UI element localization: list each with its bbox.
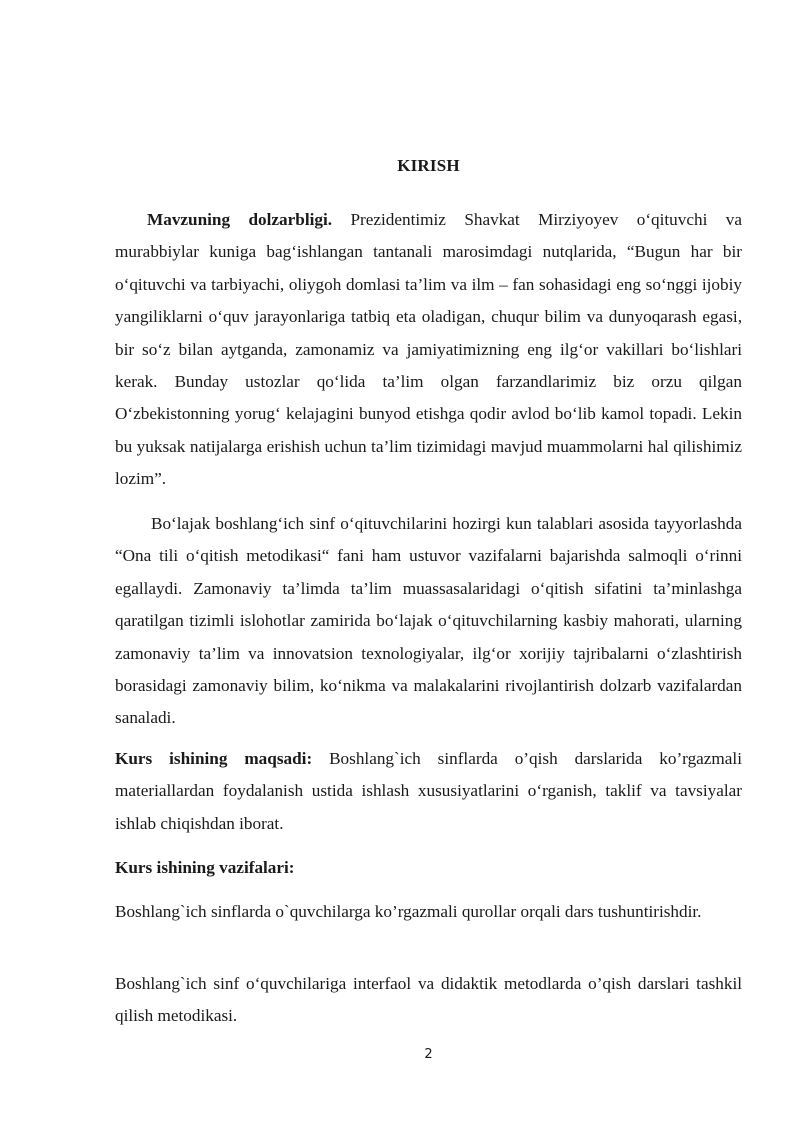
paragraph-task-2	[115, 968, 742, 1033]
paragraph-text: Boshlang`ich sinf oʻquvchilariga interfaol va didaktik metodlarda o’qish darslari tashkil qilish metodikasi.	[115, 974, 742, 1026]
paragraph-relevance	[115, 204, 742, 496]
section-title: KIRISH	[397, 156, 460, 175]
paragraph-task-1	[115, 896, 742, 928]
paragraph-text: Prezidentimiz Shavkat Mirziyoyev oʻqituvchi va murabbiylar kuniga bagʻishlangan tantanali marosimdagi nutqlarida, “Bugun har bir oʻqituvchi va tarbiyachi, oliygoh domlasi ta’lim va ilm – fan sohasidagi eng soʻnggi ijobiy yangiliklarni oʻquv jarayonlariga tatbiq eta oladigan, chuqur bilim va dunyoqarash egasi, bir soʻz bilan aytganda, zamonamiz va jamiyatimizning eng ilgʻor vakillari boʻlishlari kerak. Bunday ustozlar qoʻlida ta’lim olgan farzandlarimiz biz orzu qilgan Oʻzbekistonning yorugʻ kelajagini bunyod etishga qodir avlod boʻlib kamol topadi. Lekin bu yuksak natijalarga erishish uchun ta’lim tizimidagi mavjud muammolarni hal qilishimiz lozim”.	[115, 210, 743, 489]
paragraph-future-teachers	[115, 508, 742, 735]
paragraph-lead: Mavzuning dolzarbligi.	[147, 210, 333, 229]
paragraph-course-tasks-heading	[115, 852, 742, 884]
paragraph-lead: Kurs ishining maqsadi:	[115, 749, 313, 768]
paragraph-text: Boʻlajak boshlangʻich sinf oʻqituvchilarini hozirgi kun talablari asosida tayyorlashda “Ona tili oʻqitish metodikasi“ fani ham ustuvor vazifalarni bajarishda salmoqli oʻrinni egallaydi. Zamonaviy ta’limda ta’lim muassasalaridagi oʻqitish sifatini ta’minlashga qaratilgan tizimli islohotlar zamirida boʻlajak oʻqituvchilarning kasbiy mahorati, ularning zamonaviy ta’lim va innovatsion texnologiyalar, ilgʻor xorijiy tajribalarni oʻzlashtirish borasidagi zamonaviy bilim, koʻnikma va malakalarini rivojlantirish dolzarb vazifalardan sanaladi.	[115, 514, 742, 728]
document-page	[115, 0, 742, 1131]
paragraph-course-goal	[115, 743, 742, 840]
paragraph-text: Boshlang`ich sinflarda o`quvchilarga ko’rgazmali qurollar orqali dars tushuntirishdir.	[115, 902, 702, 921]
paragraph-text: Boshlang`ich sinflarda o’qish darslarida ko’rgazmali materiallardan foydalanish ustida ishlash xususiyatlarini oʻrganish, taklif va tavsiyalar ishlab chiqishdan iborat.	[115, 749, 742, 833]
page-number: 2	[424, 1047, 433, 1062]
paragraph-lead: Kurs ishining vazifalari:	[115, 858, 295, 877]
